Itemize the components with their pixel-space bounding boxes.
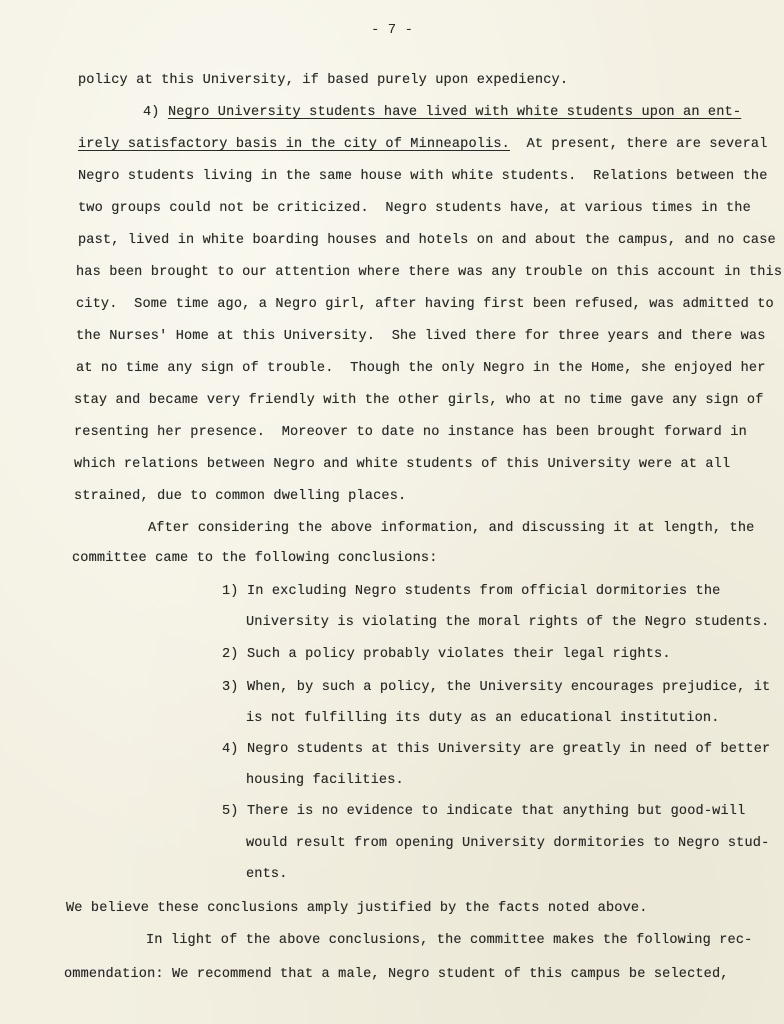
body-line: which relations between Negro and white students of this University were at all — [74, 457, 731, 472]
body-line: We believe these conclusions amply justified by the facts noted above. — [66, 901, 648, 916]
body-line: Negro students living in the same house with white students. Relations between the — [78, 169, 768, 184]
body-text: At present, there are several — [510, 137, 768, 152]
conclusion-text: When, by such a policy, the University encourages prejudice, it — [246, 680, 771, 695]
body-line: two groups could not be criticized. Negro students have, at various times in the — [78, 201, 751, 216]
point-4-heading-line — [143, 104, 741, 122]
conclusion-number: 1) — [222, 584, 239, 599]
body-line: the Nurses' Home at this University. She lived there for three years and there was — [76, 329, 766, 344]
body-line: After considering the above information, and discussing it at length, the — [148, 521, 755, 536]
page-number: - 7 - — [370, 22, 413, 38]
conclusion-4 — [222, 741, 770, 759]
body-line: at no time any sign of trouble. Though the only Negro in the Home, she enjoyed her — [76, 361, 766, 376]
conclusion-3 — [222, 679, 770, 697]
body-line: policy at this University, if based purely upon expediency. — [78, 73, 569, 88]
conclusion-text: Negro students at this University are greatly in need of better — [246, 742, 771, 757]
conclusion-text: There is no evidence to indicate that anything but good-will — [246, 804, 746, 819]
body-line: stay and became very friendly with the other girls, who at no time gave any sign of — [74, 393, 764, 408]
body-line: strained, due to common dwelling places. — [74, 489, 407, 504]
conclusion-text: ents. — [246, 867, 288, 882]
conclusion-text: is not fulfilling its duty as an educational institution. — [246, 711, 720, 726]
body-line: ommendation: We recommend that a male, Negro student of this campus be selected, — [64, 967, 729, 982]
body-line: city. Some time ago, a Negro girl, after having first been refused, was admitted to — [76, 297, 774, 312]
point-4-heading-continuation — [78, 136, 768, 154]
conclusion-text: housing facilities. — [246, 773, 404, 788]
conclusion-number: 5) — [222, 804, 239, 819]
conclusion-text: In excluding Negro students from official dormitories the — [246, 584, 721, 599]
point-4-heading-underlined: Negro University students have lived with white students upon an ent- — [167, 105, 742, 120]
conclusion-text: University is violating the moral rights of the Negro students. — [246, 615, 770, 630]
conclusion-1 — [222, 583, 720, 601]
conclusion-number: 4) — [222, 742, 239, 757]
conclusion-number: 3) — [222, 680, 239, 695]
body-line: resenting her presence. Moreover to date no instance has been brought forward in — [74, 425, 747, 440]
conclusion-2 — [222, 646, 671, 664]
body-line: In light of the above conclusions, the committee makes the following rec- — [146, 933, 753, 948]
conclusion-text: Such a policy probably violates their legal rights. — [246, 647, 671, 662]
body-line: committee came to the following conclusions: — [72, 551, 438, 566]
conclusion-5 — [222, 803, 745, 821]
body-line: has been brought to our attention where there was any trouble on this account in this — [76, 265, 783, 280]
body-line: past, lived in white boarding houses and hotels on and about the campus, and no case — [78, 233, 776, 248]
point-4-number: 4) — [143, 105, 168, 120]
conclusion-number: 2) — [222, 647, 239, 662]
point-4-heading-underlined-end: irely satisfactory basis in the city of Minneapolis. — [78, 137, 510, 152]
conclusion-text: would result from opening University dormitories to Negro stud- — [246, 836, 770, 851]
